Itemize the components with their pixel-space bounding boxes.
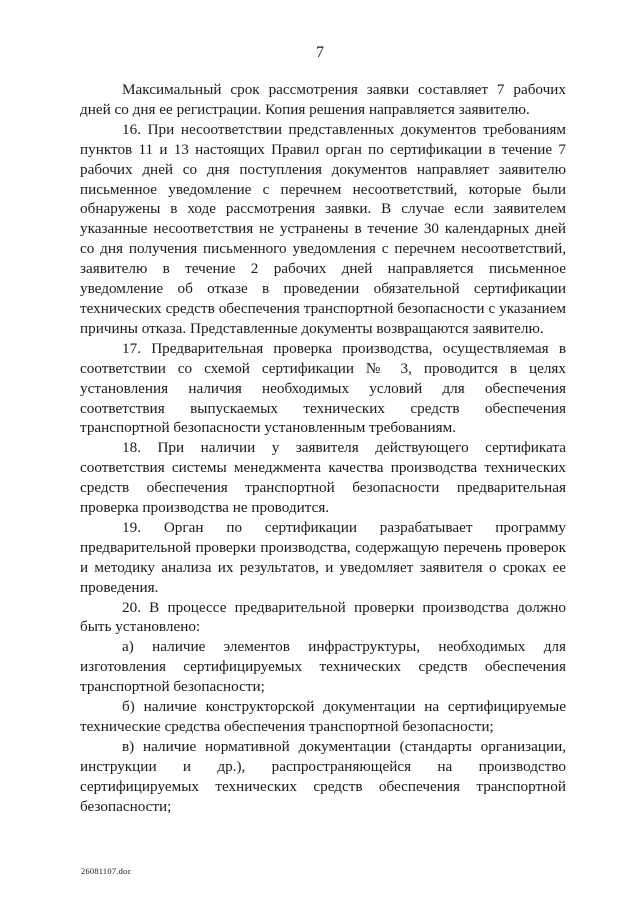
footer-filename: 26081107.doc [81, 866, 132, 876]
paragraph-20-a: а) наличие элементов инфраструктуры, необходимых для изготовления сертифицируемых технических средств обеспечения транспортной безопасности; [80, 638, 566, 696]
page-number: 7 [316, 44, 324, 61]
paragraph-16: 16. При несоответствии представленных документов требованиям пунктов 11 и 13 настоящих Правил орган по сертификации в течение 7 рабочих дней со дня поступления документов направляет заявителю письменное уведомление с перечнем несоответствий, которые были обнаружены в ходе рассмотрения заявки. В случае если заявителем указанные несоответствия не устранены в течение 30 календарных дней со дня получения письменного уведомления с перечнем несоответствий, заявителю в течение 2 рабочих дней направляется письменное уведомление об отказе в проведении обязательной сертификации технических средств обеспечения транспортной безопасности с указанием причины отказа. Представленные документы возвращаются заявителю. [80, 120, 566, 337]
document-body [80, 80, 566, 817]
paragraph-review-term: Максимальный срок рассмотрения заявки составляет 7 рабочих дней со дня ее регистрации. Копия решения направляется заявителю. [80, 81, 566, 118]
paragraph-20-b: б) наличие конструкторской документации на сертифицируемые технические средства обеспечения транспортной безопасности; [80, 698, 566, 735]
paragraph-20: 20. В процессе предварительной проверки производства должно быть установлено: [80, 598, 566, 636]
paragraph-17: 17. Предварительная проверка производства, осуществляемая в соответствии со схемой сертификации № 3, проводится в целях установления наличия необходимых условий для обеспечения соответствия выпускаемых технических средств обеспечения транспортной безопасности установленным требованиям. [80, 339, 566, 437]
paragraph-18: 18. При наличии у заявителя действующего сертификата соответствия системы менеджмента качества производства технических средств обеспечения транспортной безопасности предварительная проверка производства не проводится. [80, 439, 566, 517]
paragraph-19: 19. Орган по сертификации разрабатывает программу предварительной проверки производства, содержащую перечень проверок и методику анализа их результатов, и уведомляет заявителя о сроках ее проведения. [80, 518, 566, 596]
paragraph-20-c: в) наличие нормативной документации (стандарты организации, инструкции и др.), распространяющейся на производство сертифицируемых технических средств обеспечения транспортной безопасности; [80, 737, 566, 815]
